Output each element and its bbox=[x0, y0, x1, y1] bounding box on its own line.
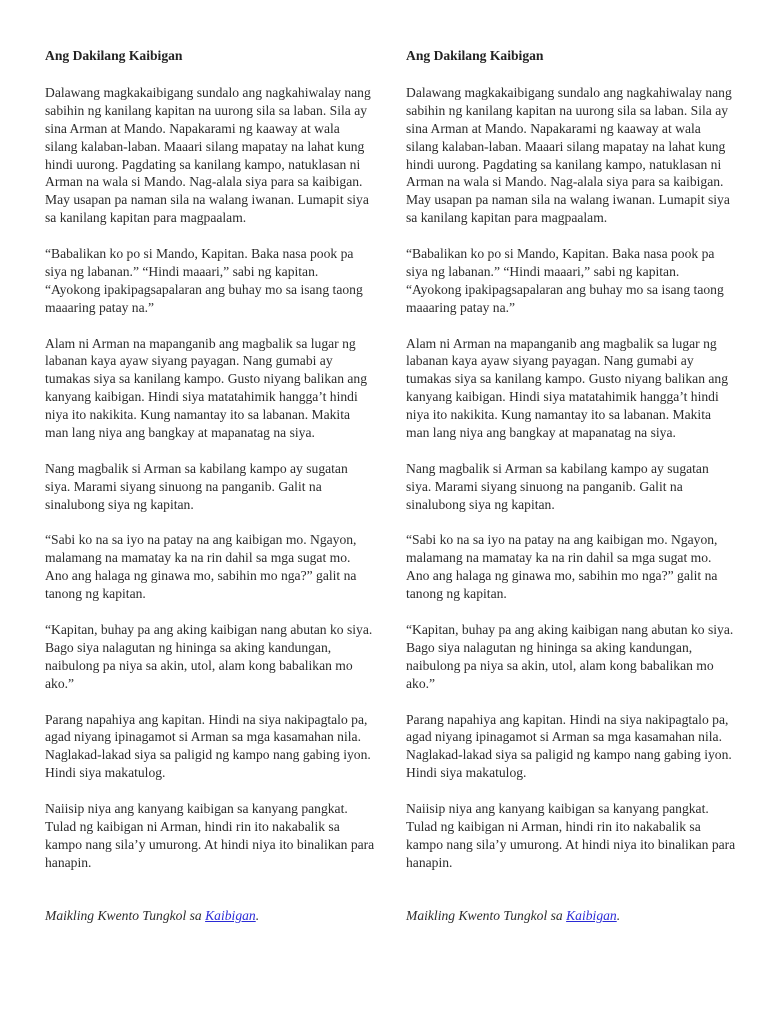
paragraph: Dalawang magkakaibigang sundalo ang nagkahiwalay nang sabihin ng kanilang kapitan na uurong sila sa laban. Sila ay sina Arman at Mando. Napakarami ng kaaway at wala silang kalaban-laban. Maaari silang mapatay na lahat kung hindi uurong. Pagdating sa kanilang kampo, natuklasan ni Arman na wala si Mando. Nag-alala siya para sa kaibigan. May usapan pa naman sila na walang iwanan. Lumapit siya sa kanilang kapitan para magpaalam. bbox=[45, 84, 371, 226]
footer-prefix: Maikling Kwento Tungkol sa bbox=[45, 907, 206, 923]
paragraph: Parang napahiya ang kapitan. Hindi na siya nakipagtalo pa, agad niyang ipinagamot si Arman sa mga kasamahan nila. Naglakad-lakad siya sa paligid ng kampo nang gabing iyon. Hindi siya makatulog. bbox=[45, 711, 371, 781]
right-column bbox=[406, 46, 736, 925]
paragraph: “Kapitan, buhay pa ang aking kaibigan nang abutan ko siya. Bago siya nalagutan ng hininga sa aking kandungan, naibulong pa niya sa akin, utol, alam kong babalikan mo ako.” bbox=[45, 622, 373, 691]
paragraph: Naiisip niya ang kanyang kaibigan sa kanyang pangkat. Tulad ng kaibigan ni Arman, hindi rin ito nakabalik sa kampo nang sila’y umurong. At hindi niya ito binalikan para hanapin. bbox=[406, 801, 736, 870]
footer-suffix: . bbox=[255, 907, 260, 923]
paragraph: Nang magbalik si Arman sa kabilang kampo ay sugatan siya. Marami siyang sinuong na panganib. Galit na sinalubong siya ng kapitan. bbox=[406, 460, 709, 512]
paragraph: Naiisip niya ang kanyang kaibigan sa kanyang pangkat. Tulad ng kaibigan ni Arman, hindi rin ito nakabalik sa kampo nang sila’y umurong. At hindi niya ito binalikan para hanapin. bbox=[45, 801, 375, 870]
paragraph: “Sabi ko na sa iyo na patay na ang kaibigan mo. Ngayon, malamang na mamatay ka na rin dahil sa mga sugat mo. Ano ang halaga ng ginawa mo, sabihin mo nga?” galit na tanong ng kapitan. bbox=[406, 532, 718, 602]
paragraph: Alam ni Arman na mapanganib ang magbalik sa lugar ng labanan kaya ayaw siyang payagan. Nang gumabi ay tumakas siya sa kanilang kampo. Gusto niyang balikan ang kanyang kaibigan. Hindi siya matatahimik hangga’t hindi niya ito nakikita. Kung namantay ito sa labanan. Makita man lang niya ang bangkay at mapanatag na siya. bbox=[406, 335, 729, 441]
footer-suffix: . bbox=[616, 907, 621, 923]
paragraph: Nang magbalik si Arman sa kabilang kampo ay sugatan siya. Marami siyang sinuong na panganib. Galit na sinalubong siya ng kapitan. bbox=[45, 460, 348, 512]
footer-prefix: Maikling Kwento Tungkol sa bbox=[406, 907, 567, 923]
story-title: Ang Dakilang Kaibigan bbox=[406, 48, 544, 63]
footer-caption bbox=[406, 907, 736, 925]
left-column bbox=[45, 46, 375, 925]
kaibigan-link[interactable]: Kaibigan bbox=[205, 907, 256, 923]
paragraph: “Babalikan ko po si Mando, Kapitan. Baka nasa pook pa siya ng labanan.” “Hindi maaari,” sabi ng kapitan. “Ayokong ipakipagsapalaran ang buhay mo sa isang taong maaaring patay na.” bbox=[406, 246, 724, 315]
paragraph: “Sabi ko na sa iyo na patay na ang kaibigan mo. Ngayon, malamang na mamatay ka na rin dahil sa mga sugat mo. Ano ang halaga ng ginawa mo, sabihin mo nga?” galit na tanong ng kapitan. bbox=[45, 532, 357, 602]
kaibigan-link[interactable]: Kaibigan bbox=[566, 907, 617, 923]
paragraph: Parang napahiya ang kapitan. Hindi na siya nakipagtalo pa, agad niyang ipinagamot si Arman sa mga kasamahan nila. Naglakad-lakad siya sa paligid ng kampo nang gabing iyon. Hindi siya makatulog. bbox=[406, 711, 732, 781]
paragraph: Alam ni Arman na mapanganib ang magbalik sa lugar ng labanan kaya ayaw siyang payagan. Nang gumabi ay tumakas siya sa kanilang kampo. Gusto niyang balikan ang kanyang kaibigan. Hindi siya matatahimik hangga’t hindi niya ito nakikita. Kung namantay ito sa labanan. Makita man lang niya ang bangkay at mapanatag na siya. bbox=[45, 335, 368, 441]
footer-caption bbox=[45, 907, 375, 925]
story-title: Ang Dakilang Kaibigan bbox=[45, 48, 183, 63]
paragraph: “Kapitan, buhay pa ang aking kaibigan nang abutan ko siya. Bago siya nalagutan ng hininga sa aking kandungan, naibulong pa niya sa akin, utol, alam kong babalikan mo ako.” bbox=[406, 622, 734, 691]
paragraph: “Babalikan ko po si Mando, Kapitan. Baka nasa pook pa siya ng labanan.” “Hindi maaari,” sabi ng kapitan. “Ayokong ipakipagsapalaran ang buhay mo sa isang taong maaaring patay na.” bbox=[45, 246, 363, 315]
paragraph: Dalawang magkakaibigang sundalo ang nagkahiwalay nang sabihin ng kanilang kapitan na uurong sila sa laban. Sila ay sina Arman at Mando. Napakarami ng kaaway at wala silang kalaban-laban. Maaari silang mapatay na lahat kung hindi uurong. Pagdating sa kanilang kampo, natuklasan ni Arman na wala si Mando. Nag-alala siya para sa kaibigan. May usapan pa naman sila na walang iwanan. Lumapit siya sa kanilang kapitan para magpaalam. bbox=[406, 84, 732, 226]
